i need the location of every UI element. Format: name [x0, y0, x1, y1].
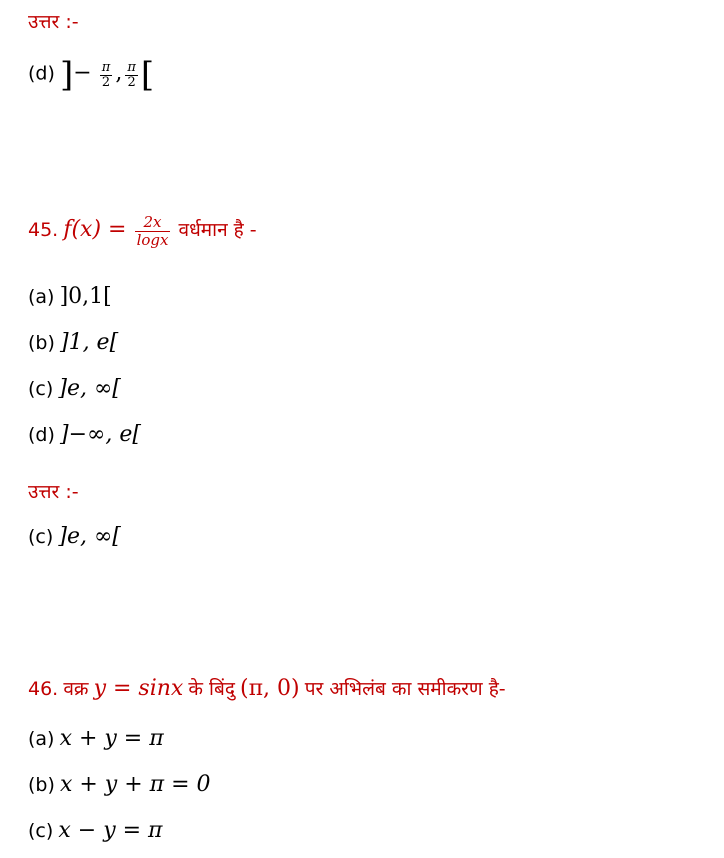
minus-sign: − [73, 60, 92, 86]
option-expression: ]−∞, e[ [59, 422, 141, 447]
curve-expression: y = sinx [93, 676, 184, 701]
close-bracket: [ [140, 55, 155, 95]
question-46 [28, 675, 506, 701]
option-expression: ]e, ∞[ [58, 524, 121, 549]
option-c [28, 376, 121, 401]
previous-answer [28, 55, 155, 95]
option-label: (b) [28, 774, 55, 796]
function-expression: f(x) = [63, 217, 127, 242]
fraction-2x-over-logx [135, 214, 171, 249]
question-text: के बिंदु [188, 678, 235, 700]
fraction-denominator: logx [136, 231, 169, 249]
option-label: (a) [28, 728, 55, 750]
option-expression: x + y + π = 0 [59, 772, 211, 797]
option-expression: ]e, ∞[ [58, 376, 121, 401]
fraction-numerator: π [101, 59, 111, 75]
option-label: (d) [28, 62, 55, 85]
option-expression: x − y = π [58, 818, 163, 843]
fraction-numerator: 2x [143, 213, 162, 231]
fraction-pi-over-2 [100, 61, 113, 90]
option-a [28, 284, 112, 309]
option-label: (a) [28, 286, 55, 308]
option-expression: x + y = π [59, 726, 164, 751]
question-number: 45. [28, 219, 59, 241]
answer-label: उत्तर :- [28, 481, 79, 503]
answer-45 [28, 524, 121, 549]
option-b [28, 330, 118, 355]
option-c [28, 818, 163, 843]
option-label: (d) [28, 424, 55, 446]
question-45 [28, 214, 257, 249]
fraction-denominator: 2 [100, 75, 113, 90]
answer-label: उत्तर :- [28, 11, 79, 33]
point-expression: (π, 0) [240, 676, 300, 701]
question-text: वक्र [63, 678, 89, 700]
option-expression: ]0,1[ [59, 284, 112, 309]
comma: , [115, 60, 123, 86]
option-label: (c) [28, 378, 54, 400]
open-bracket: ] [59, 55, 74, 95]
fraction-pi-over-2-second [125, 61, 138, 90]
option-d [28, 422, 141, 447]
option-a [28, 726, 164, 751]
option-label: (c) [28, 526, 54, 548]
option-expression: ]1, e[ [59, 330, 119, 355]
fraction-denominator: 2 [125, 75, 138, 90]
option-b [28, 772, 211, 797]
question-text: पर अभिलंब का समीकरण है- [304, 678, 506, 700]
question-number: 46. [28, 678, 59, 700]
option-label: (c) [28, 820, 54, 842]
question-text: वर्धमान है - [178, 219, 257, 241]
fraction-numerator: π [127, 59, 136, 75]
option-label: (b) [28, 332, 55, 354]
